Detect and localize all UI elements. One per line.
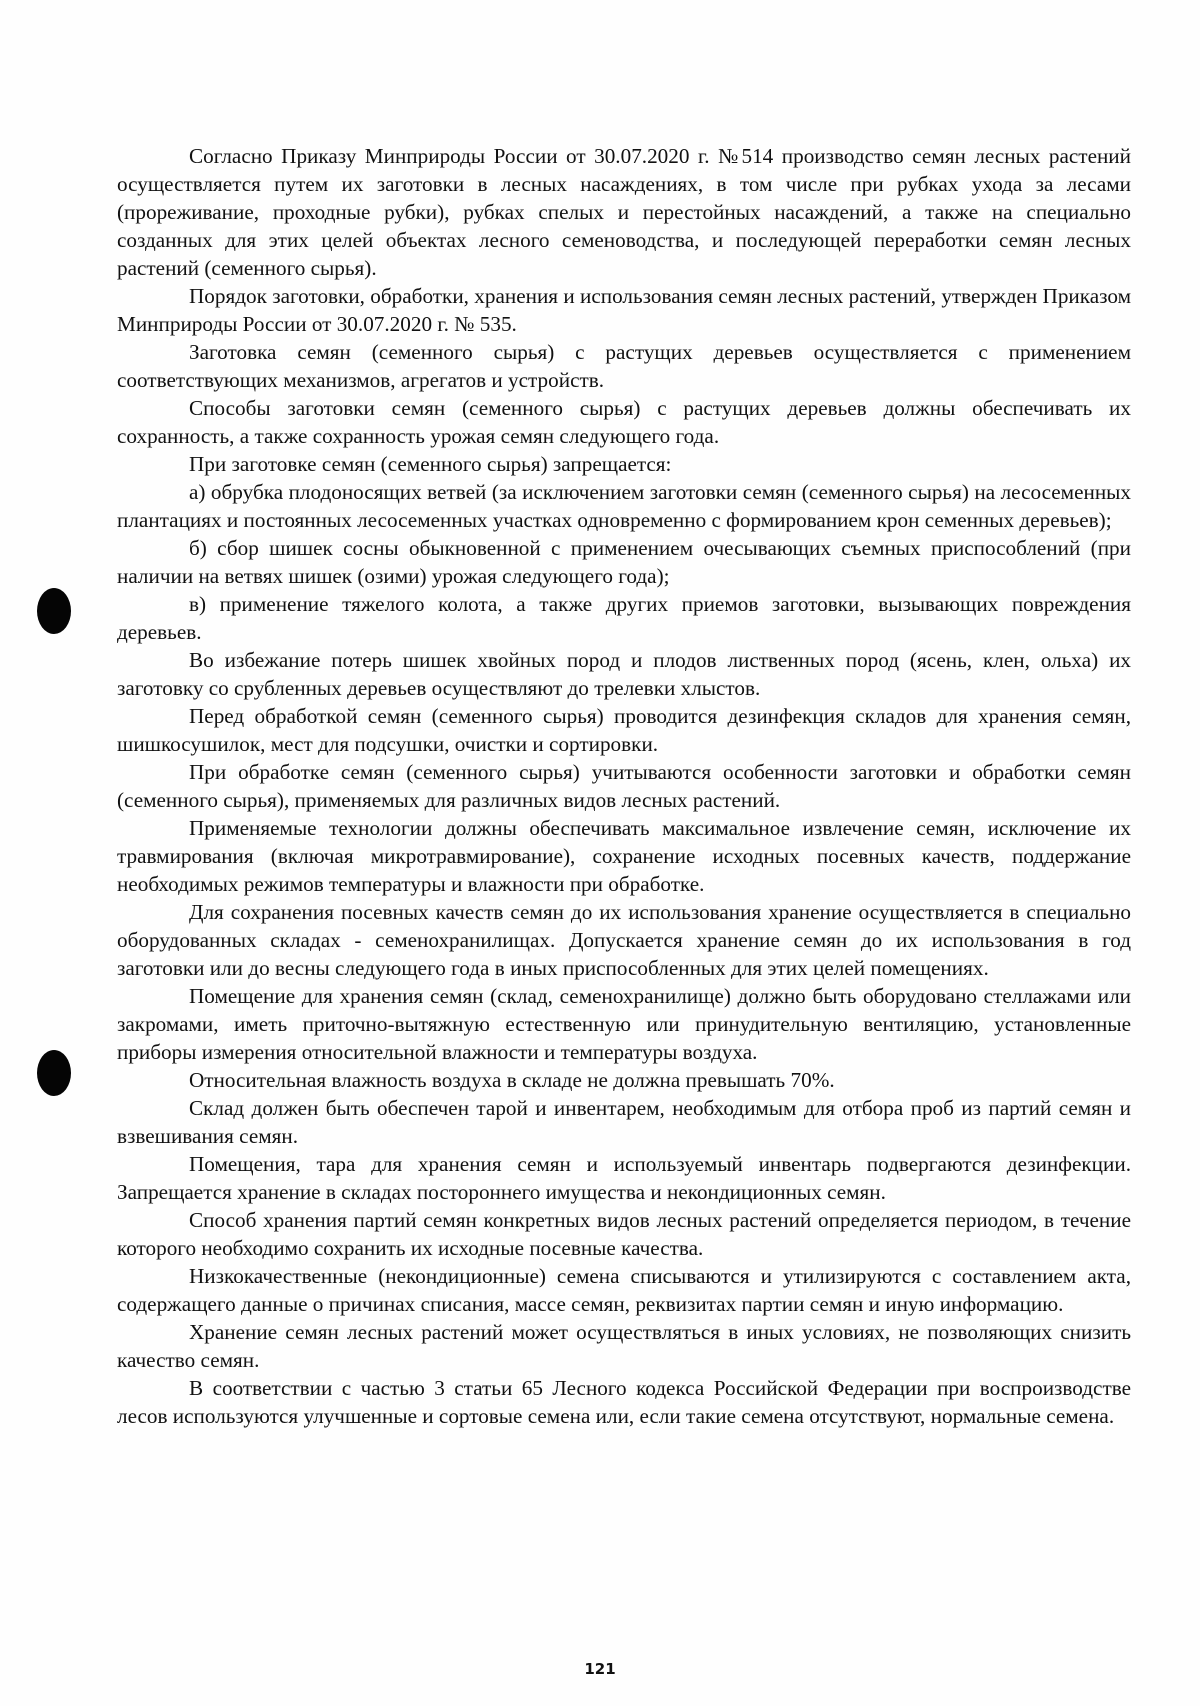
list-item-prohibition-b: б) сбор шишек сосны обыкновенной с применением очесывающих съемных приспособлений (при наличии на ветвях шишек (озими) урожая следующего года); bbox=[117, 536, 1131, 588]
paragraph-technologies: Применяемые технологии должны обеспечивать максимальное извлечение семян, исключение их травмирования (включая микротравмирование), сохранение исходных посевных качеств, поддержание необходимых режимов температуры и влажности при обработке. bbox=[117, 816, 1131, 896]
punch-hole-mark bbox=[37, 588, 71, 634]
paragraph-prohibitions-intro: При заготовке семян (семенного сырья) запрещается: bbox=[189, 452, 672, 476]
paragraph-storage-method: Способ хранения партий семян конкретных видов лесных растений определяется периодом, в течение которого необходимо сохранить их исходные посевные качества. bbox=[117, 1208, 1131, 1260]
punch-hole-mark bbox=[37, 1050, 71, 1096]
paragraph-other-conditions: Хранение семян лесных растений может осуществляться в иных условиях, не позволяющих снизить качество семян. bbox=[117, 1320, 1131, 1372]
paragraph-disinfection: Перед обработкой семян (семенного сырья) проводится дезинфекция складов для хранения семян, шишкосушилок, мест для подсушки, очистки и сортировки. bbox=[117, 704, 1131, 756]
paragraph-substandard-seeds: Низкокачественные (некондиционные) семена списываются и утилизируются с составлением акта, содержащего данные о причинах списания, массе семян, реквизитах партии семян и иную информацию. bbox=[117, 1264, 1131, 1316]
paragraph-forest-code: В соответствии с частью 3 статьи 65 Лесного кодекса Российской Федерации при воспроизводстве лесов используются улучшенные и сортовые семена или, если такие семена отсутствуют, нормальные семена. bbox=[117, 1376, 1131, 1428]
document-body bbox=[117, 142, 1131, 1430]
list-item-prohibition-a: а) обрубка плодоносящих ветвей (за исключением заготовки семян (семенного сырья) на лесосеменных плантациях и постоянных лесосеменных участках одновременно с формированием крон семенных деревьев); bbox=[117, 480, 1131, 532]
paragraph-harvesting-mechanisms: Заготовка семян (семенного сырья) с растущих деревьев осуществляется с применением соответствующих механизмов, агрегатов и устройств. bbox=[117, 340, 1131, 392]
paragraph-storage-facilities: Для сохранения посевных качеств семян до их использования хранение осуществляется в специально оборудованных складах - семенохранилищах. Допускается хранение семян до их использования в год заготовки или до весны следующего года в иных приспособленных для этих целей помещениях. bbox=[117, 900, 1131, 980]
paragraph-felled-trees: Во избежание потерь шишек хвойных пород и плодов лиственных пород (ясень, клен, ольха) их заготовку со срубленных деревьев осуществляют до трелевки хлыстов. bbox=[117, 648, 1131, 700]
paragraph-storage-equipment: Помещение для хранения семян (склад, семенохранилище) должно быть оборудовано стеллажами или закромами, иметь приточно-вытяжную естественную или принудительную вентиляцию, установленные приборы измерения относительной влажности и температуры воздуха. bbox=[117, 984, 1131, 1064]
paragraph-procedure-approval: Порядок заготовки, обработки, хранения и использования семян лесных растений, утвержден Приказом Минприроды России от 30.07.2020 г. № 535. bbox=[117, 284, 1131, 336]
paragraph-warehouse-inventory: Склад должен быть обеспечен тарой и инвентарем, необходимым для отбора проб из партий семян и взвешивания семян. bbox=[117, 1096, 1131, 1148]
paragraph-warehouse-disinfection: Помещения, тара для хранения семян и используемый инвентарь подвергаются дезинфекции. Запрещается хранение в складах постороннего имущества и некондиционных семян. bbox=[117, 1152, 1131, 1204]
page-number: 121 bbox=[584, 1660, 616, 1678]
paragraph-seed-production-order: Согласно Приказу Минприроды России от 30.07.2020 г. №514 производство семян лесных растений осуществляется путем их заготовки в лесных насаждениях, в том числе при рубках ухода за лесами (прореживание, проходные рубки), рубках спелых и перестойных насаждений, а также на специально созданных для этих целей объектах лесного семеноводства, и последующей переработки семян лесных растений (семенного сырья). bbox=[117, 144, 1131, 280]
paragraph-humidity-limit: Относительная влажность воздуха в складе не должна превышать 70%. bbox=[189, 1068, 835, 1092]
paragraph-harvesting-methods: Способы заготовки семян (семенного сырья) с растущих деревьев должны обеспечивать их сохранность, а также сохранность урожая семян следующего года. bbox=[117, 396, 1131, 448]
paragraph-processing: При обработке семян (семенного сырья) учитываются особенности заготовки и обработки семян (семенного сырья), применяемых для различных видов лесных растений. bbox=[117, 760, 1131, 812]
list-item-prohibition-c: в) применение тяжелого колота, а также других приемов заготовки, вызывающих повреждения деревьев. bbox=[117, 592, 1131, 644]
